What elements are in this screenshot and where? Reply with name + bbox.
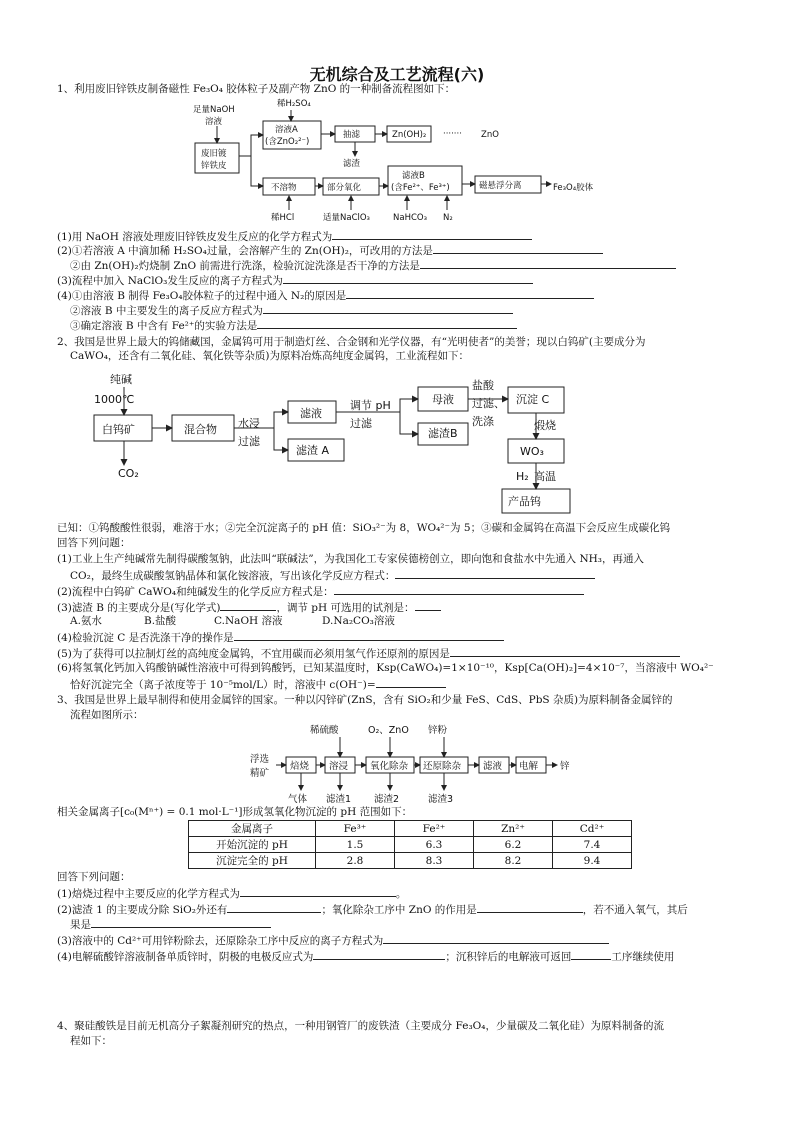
- q3-res3-label: 滤渣3: [428, 794, 454, 805]
- answer-blank[interactable]: [234, 630, 504, 641]
- q1-insoluble-label: 不溶物: [271, 183, 297, 193]
- q2-option-d[interactable]: D.Na₂CO₃溶液: [322, 615, 395, 627]
- q1-filtrate-b-label: 滤液B: [402, 171, 425, 181]
- q1-n2-label: N₂: [443, 213, 453, 223]
- answer-blank[interactable]: [571, 949, 611, 960]
- q3-o2-label: O₂、ZnO: [368, 725, 409, 736]
- q1-naoh-label-2: 溶液: [205, 117, 223, 127]
- table-header-cell: Fe²⁺: [395, 821, 474, 837]
- table-cell: 沉淀完全的 pH: [189, 853, 316, 869]
- q1-start-label-2: 锌铁皮: [201, 161, 227, 171]
- q2-option-b[interactable]: B.盐酸: [144, 615, 177, 627]
- q1-item-4a: (4)①由溶液 B 制得 Fe₃O₄胶体粒子的过程中通入 N₂的原因是: [57, 288, 594, 303]
- answer-blank[interactable]: [433, 243, 603, 254]
- q1-residue-label: 滤渣: [343, 159, 361, 169]
- table-cell: 8.2: [474, 853, 553, 869]
- q2-known: 已知：①钨酸酸性很弱，难溶于水；②完全沉淀离子的 pH 值：SiO₃²⁻为 8，WO₄²⁻为 5；③碳和金属钨在高温下会反应生成碳化钨: [57, 522, 671, 534]
- q2-item-4: (4)检验沉淀 C 是否洗涤干净的操作是: [57, 630, 504, 645]
- q1-suction-label: 抽滤: [343, 130, 361, 140]
- answer-blank[interactable]: [415, 600, 441, 611]
- q2-options: [70, 615, 395, 628]
- q3-item-4: (4)电解硫酸锌溶液制备单质锌时，阴极的电极反应式为 ；沉积锌后的电解液可返回 工序继续使用: [57, 951, 675, 963]
- q2-intro-2: CaWO₄，还含有二氧化硅、氧化铁等杂质)为原料冶炼高纯度金属钨，工业流程如下：: [70, 350, 469, 362]
- q3-gas-label: 气体: [288, 794, 308, 805]
- q1-sol-a-label-2: (含ZnO₂²⁻): [265, 137, 310, 147]
- q2-mother-label: 母液: [432, 393, 454, 406]
- q3-item-3: (3)溶液中的 Cd²⁺可用锌粉除去，还原除杂工序中反应的离子方程式为: [57, 933, 609, 948]
- q2-adj-label: 调节 pH: [350, 399, 391, 412]
- table-cell: 2.8: [316, 853, 395, 869]
- q2-temp-label: 1000℃: [94, 393, 135, 406]
- q2-acid-label: 盐酸: [472, 379, 494, 392]
- q1-item-3: (3)流程中加入 NaClO₃发生反应的离子方程式为: [57, 273, 533, 288]
- q1-filtrate-b-label-2: (含Fe²⁺、Fe³⁺): [391, 183, 450, 193]
- q1-item-1: (1)用 NaOH 溶液处理废旧锌铁皮发生反应的化学方程式为: [57, 229, 532, 244]
- q3-roast-label: 焙烧: [290, 761, 310, 772]
- q3-item-1: (1)焙烧过程中主要反应的化学方程式为 。: [57, 888, 407, 900]
- table-header-cell: Fe³⁺: [316, 821, 395, 837]
- q2-filtrate-label: 滤液: [300, 407, 322, 420]
- q2-res-a-label: 滤渣 A: [296, 444, 330, 457]
- answer-blank[interactable]: [334, 584, 584, 595]
- q3-ph-table: [188, 820, 632, 869]
- answer-blank[interactable]: [332, 229, 532, 240]
- q2-item-6: (6)将氢氧化钙加入钨酸钠碱性溶液中可得到钨酸钙，已知某温度时，Ksp(CaWO₄)=1×10⁻¹⁰，Ksp[Ca(OH)₂]=4×10⁻⁷，当溶液中 WO₄²⁻: [57, 662, 714, 674]
- table-cell: 6.3: [395, 837, 474, 853]
- table-cell: 6.2: [474, 837, 553, 853]
- table-header-cell: Cd²⁺: [553, 821, 632, 837]
- q3-res1-label: 滤渣1: [326, 794, 352, 805]
- q2-ppt-c-label: 沉淀 C: [516, 393, 550, 406]
- answer-blank[interactable]: [227, 902, 321, 913]
- q2-calc-label: 煅烧: [534, 419, 556, 432]
- table-cell: 开始沉淀的 pH: [189, 837, 316, 853]
- q2-hight-label: 高温: [534, 470, 556, 483]
- answer-blank[interactable]: [240, 886, 396, 897]
- q3-elec-label: 电解: [519, 761, 539, 772]
- q2-ore-label: 白钨矿: [102, 423, 135, 436]
- table-cell: 8.3: [395, 853, 474, 869]
- q1-naclo3-label: 适量NaClO₃: [323, 213, 370, 223]
- q2-item-6b: 恰好沉淀完全（离子浓度等于 10⁻⁵mol/L）时，溶液中 c(OH⁻)=: [70, 677, 446, 692]
- q2-mixture-label: 混合物: [184, 423, 217, 436]
- q1-intro: 1、利用废旧锌铁皮制备磁性 Fe₃O₄ 胶体粒子及副产物 ZnO 的一种制备流程图如下：: [57, 83, 456, 95]
- q3-item-2b: 果是: [70, 917, 271, 932]
- q3-table-caption: 相关金属离子[c₀(Mⁿ⁺) = 0.1 mol·L⁻¹]形成氢氧化物沉淀的 pH 范围如下：: [57, 806, 413, 818]
- q2-wo3-label: WO₃: [520, 445, 544, 458]
- q1-item-2a: (2)①若溶液 A 中滴加稀 H₂SO₄过量，会溶解产生的 Zn(OH)₂，可改用的方法是: [57, 243, 603, 258]
- q3-leach-label: 溶浸: [329, 761, 349, 772]
- answer-blank[interactable]: [257, 318, 517, 329]
- q3-acid-label: 稀硫酸: [310, 725, 339, 736]
- table-row: [189, 853, 632, 869]
- q3-zn-label: 锌: [560, 761, 570, 772]
- q1-item-4b: ②溶液 B 中主要发生的离子反应方程式为: [70, 303, 513, 318]
- q2-option-c[interactable]: C.NaOH 溶液: [214, 615, 283, 627]
- q2-acid-label-3: 洗涤: [472, 415, 494, 428]
- q3-feed-label-2: 精矿: [250, 768, 270, 779]
- q2-adj-label-2: 过滤: [350, 417, 372, 430]
- q2-leach-label: 水浸: [238, 417, 260, 430]
- page-title: 无机综合及工艺流程(六): [309, 65, 485, 84]
- q2-option-a[interactable]: A.氨水: [70, 615, 102, 627]
- q4-intro-2: 程如下：: [70, 1035, 112, 1047]
- q3-red-label: 还原除杂: [423, 761, 462, 772]
- answer-blank[interactable]: [220, 600, 276, 611]
- q3-flowchart: [248, 722, 578, 806]
- q2-h2-label: H₂: [516, 470, 529, 483]
- q1-h2so4-label: 稀H₂SO₄: [277, 99, 311, 109]
- q2-leach-label-2: 过滤: [238, 435, 260, 448]
- q3-filtrate-label: 滤液: [483, 761, 503, 772]
- q1-magsep-label: 磁悬浮分离: [479, 181, 522, 191]
- q1-start-label: 废旧镀: [201, 149, 227, 159]
- q1-flowchart: [185, 96, 645, 226]
- answer-blank[interactable]: [477, 902, 583, 913]
- q1-partial-ox-label: 部分氧化: [327, 183, 362, 193]
- q2-acid-label-2: 过滤、: [472, 397, 505, 410]
- q2-res-b-label: 滤渣B: [428, 427, 458, 440]
- q3-zn-powder-label: 锌粉: [428, 725, 448, 736]
- q1-item-2b: ②由 Zn(OH)₂灼烧制 ZnO 前需进行洗涤，检验沉淀洗涤是否干净的方法是: [70, 258, 676, 273]
- answer-blank[interactable]: [376, 677, 446, 688]
- q3-intro-1: 3、我国是世界上最早制得和使用金属锌的国家。一种以闪锌矿(ZnS，含有 SiO₂和少量 FeS、CdS、PbS 杂质)为原料制备金属锌的: [57, 694, 673, 706]
- q1-naoh-label: 足量NaOH: [193, 105, 235, 115]
- q2-item-2: (2)流程中白钨矿 CaWO₄和纯碱发生的化学反应方程式是：: [57, 584, 584, 599]
- table-row: [189, 837, 632, 853]
- q1-nahco3-label: NaHCO₃: [393, 213, 427, 223]
- q2-product-label: 产品钨: [508, 495, 541, 508]
- answer-blank[interactable]: [91, 917, 271, 928]
- q2-item-5: (5)为了获得可以拉制灯丝的高纯度金属钨，不宜用碳而必须用氢气作还原剂的原因是: [57, 646, 680, 661]
- answer-blank[interactable]: [313, 949, 445, 960]
- q3-item-2: (2)滤渣 1 的主要成分除 SiO₂外还有 ；氧化除杂工序中 ZnO 的作用是 ，若不通入氧气，其后: [57, 904, 688, 916]
- q2-item-1: (1)工业上生产纯碱常先制得碳酸氢钠，此法叫“联碱法”，为我国化工专家侯德榜创立，即向饱和食盐水中先通入 NH₃，再通入: [57, 553, 644, 565]
- q1-item-4c: ③确定溶液 B 中含有 Fe²⁺的实验方法是: [70, 318, 517, 333]
- q3-ox-label: 氧化除杂: [370, 761, 409, 772]
- answer-blank[interactable]: [450, 646, 680, 657]
- answer-blank[interactable]: [346, 288, 594, 299]
- table-cell: 9.4: [553, 853, 632, 869]
- q3-answer-prompt: 回答下列问题：: [57, 871, 131, 883]
- q1-sol-a-label: 溶液A: [275, 125, 298, 135]
- q2-soda-label: 纯碱: [110, 373, 132, 386]
- q4-intro-1: 4、聚硅酸铁是目前无机高分子絮凝剂研究的热点，一种用钢管厂的废铁渣（主要成分 Fe₃O₄，少量碳及二氧化硅）为原料制备的流: [57, 1020, 664, 1032]
- q2-item-3: (3)滤渣 B 的主要成分是(写化学式) ，调节 pH 可选用的试剂是：: [57, 600, 441, 615]
- table-row: [189, 821, 632, 837]
- table-cell: 7.4: [553, 837, 632, 853]
- q1-zno-label: ZnO: [481, 130, 499, 140]
- q2-co2-label: CO₂: [118, 467, 139, 480]
- table-header-cell: 金属离子: [189, 821, 316, 837]
- q3-feed-label: 浮选: [250, 754, 270, 765]
- table-cell: 1.5: [316, 837, 395, 853]
- q1-product-label: Fe₃O₄胶体: [553, 183, 594, 193]
- q1-dots: ·······: [443, 129, 462, 139]
- answer-blank[interactable]: [283, 273, 533, 284]
- q1-znoh2-label: Zn(OH)₂: [392, 130, 427, 140]
- table-header-cell: Zn²⁺: [474, 821, 553, 837]
- q1-hcl-label: 稀HCl: [271, 213, 295, 223]
- q3-res2-label: 滤渣2: [374, 794, 400, 805]
- answer-blank[interactable]: [383, 933, 609, 944]
- q2-item-1b: CO₂，最终生成碳酸氢钠晶体和氯化铵溶液，写出该化学反应方程式：: [70, 568, 595, 583]
- q2-flowchart: [88, 367, 608, 519]
- answer-blank[interactable]: [420, 258, 676, 269]
- q2-intro-1: 2、我国是世界上最大的钨储藏国，金属钨可用于制造灯丝、合金钢和光学仪器，有“光明使者”的美誉；现以白钨矿(主要成分为: [57, 336, 646, 348]
- q2-answer-prompt: 回答下列问题：: [57, 537, 131, 549]
- answer-blank[interactable]: [263, 303, 513, 314]
- q3-intro-2: 流程如图所示：: [70, 709, 144, 721]
- answer-blank[interactable]: [395, 568, 595, 579]
